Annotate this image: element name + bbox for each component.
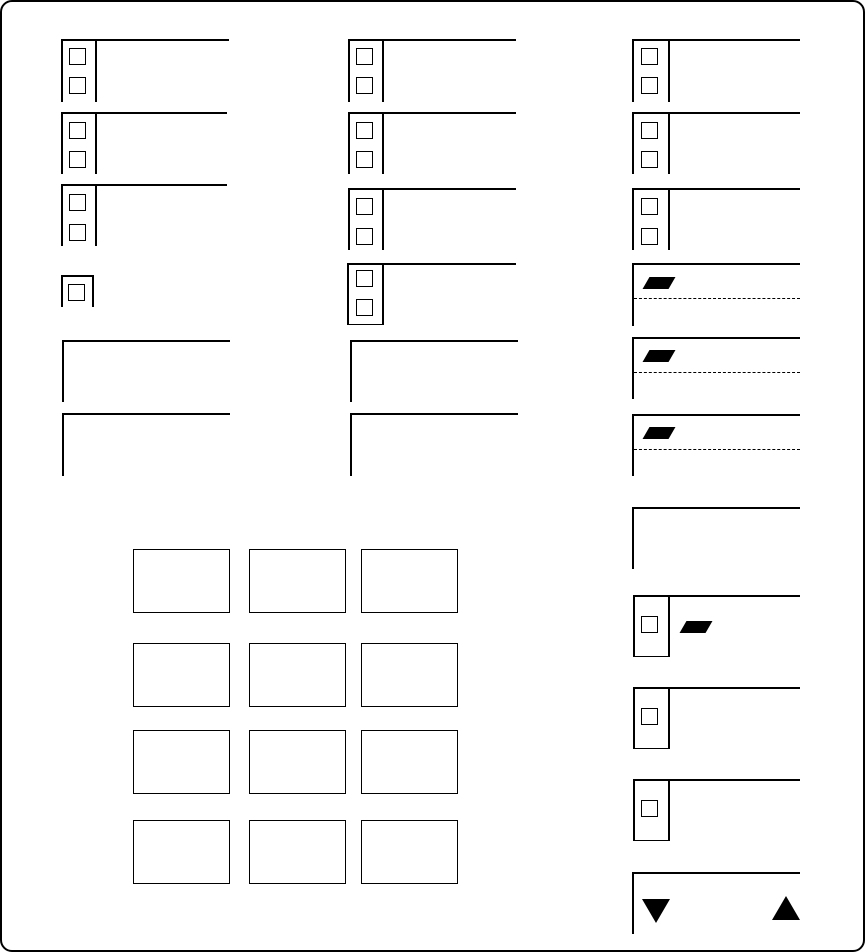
keypad-key[interactable] bbox=[361, 730, 458, 794]
slot-card-right-6 bbox=[633, 779, 800, 841]
slot-card-right-4 bbox=[633, 595, 800, 657]
checkbox-right-6[interactable] bbox=[641, 800, 658, 817]
slot-card-left-1 bbox=[61, 39, 229, 102]
checkbox-left-single[interactable] bbox=[68, 284, 85, 301]
text-frame-left-2[interactable] bbox=[62, 413, 230, 476]
slot-card-middle-3 bbox=[348, 188, 516, 250]
keypad-key[interactable] bbox=[361, 549, 458, 613]
checkbox-middle-4b[interactable] bbox=[356, 299, 373, 316]
checkbox-middle-3a[interactable] bbox=[356, 198, 373, 215]
checkbox-right-3a[interactable] bbox=[641, 198, 658, 215]
parallelogram-icon bbox=[680, 621, 713, 633]
parallelogram-icon bbox=[643, 277, 676, 289]
keypad-key[interactable] bbox=[133, 730, 230, 794]
text-frame-right[interactable] bbox=[632, 507, 800, 569]
single-checkbox-bracket bbox=[61, 275, 94, 307]
dashed-divider bbox=[634, 449, 800, 450]
checkbox-middle-3b[interactable] bbox=[356, 228, 373, 245]
keypad-key[interactable] bbox=[249, 549, 346, 613]
checkbox-left-1a[interactable] bbox=[69, 48, 86, 65]
keypad-key[interactable] bbox=[361, 820, 458, 884]
keypad-key[interactable] bbox=[249, 820, 346, 884]
checkbox-middle-1a[interactable] bbox=[356, 48, 373, 65]
checkbox-left-2b[interactable] bbox=[69, 151, 86, 168]
slot-card-right-5 bbox=[633, 687, 800, 749]
slot-card-right-3 bbox=[632, 188, 800, 250]
spinner-control bbox=[632, 872, 800, 934]
text-frame-middle-1[interactable] bbox=[350, 340, 518, 402]
parallelogram-icon bbox=[643, 350, 676, 362]
checkbox-right-1b[interactable] bbox=[641, 77, 658, 94]
checkbox-right-2b[interactable] bbox=[641, 151, 658, 168]
checkbox-middle-1b[interactable] bbox=[356, 77, 373, 94]
slot-card-middle-4 bbox=[347, 263, 516, 325]
slot-card-left-2 bbox=[61, 112, 227, 174]
checkbox-middle-2a[interactable] bbox=[356, 122, 373, 139]
slot-card-middle-1 bbox=[348, 39, 516, 102]
checkbox-middle-2b[interactable] bbox=[356, 151, 373, 168]
keypad-key[interactable] bbox=[361, 643, 458, 707]
slot-card-right-1 bbox=[632, 39, 800, 102]
slot-card-middle-2 bbox=[348, 112, 516, 174]
checkbox-right-3b[interactable] bbox=[641, 228, 658, 245]
dashed-divider bbox=[634, 298, 800, 299]
dashed-field-1[interactable] bbox=[632, 263, 800, 326]
keypad-key[interactable] bbox=[133, 643, 230, 707]
dashed-divider bbox=[634, 372, 800, 373]
keypad-key[interactable] bbox=[133, 549, 230, 613]
checkbox-left-2a[interactable] bbox=[69, 122, 86, 139]
keypad-key[interactable] bbox=[249, 643, 346, 707]
dashed-field-2[interactable] bbox=[632, 337, 800, 399]
checkbox-middle-4a[interactable] bbox=[356, 270, 373, 287]
slot-card-right-2 bbox=[632, 112, 800, 174]
checkbox-right-1a[interactable] bbox=[641, 48, 658, 65]
checkbox-right-4[interactable] bbox=[641, 616, 658, 633]
keypad-key[interactable] bbox=[133, 820, 230, 884]
text-frame-middle-2[interactable] bbox=[350, 413, 518, 476]
dashed-field-3[interactable] bbox=[632, 414, 800, 476]
slot-card-left-3 bbox=[61, 184, 227, 246]
text-frame-left-1[interactable] bbox=[62, 340, 230, 402]
checkbox-right-2a[interactable] bbox=[641, 122, 658, 139]
checkbox-left-3a[interactable] bbox=[69, 194, 86, 211]
triangle-down-icon[interactable] bbox=[642, 899, 670, 923]
checkbox-left-1b[interactable] bbox=[69, 77, 86, 94]
checkbox-left-3b[interactable] bbox=[69, 224, 86, 241]
keypad-key[interactable] bbox=[249, 730, 346, 794]
triangle-up-icon[interactable] bbox=[772, 896, 800, 920]
parallelogram-icon bbox=[643, 427, 676, 439]
checkbox-right-5[interactable] bbox=[641, 708, 658, 725]
